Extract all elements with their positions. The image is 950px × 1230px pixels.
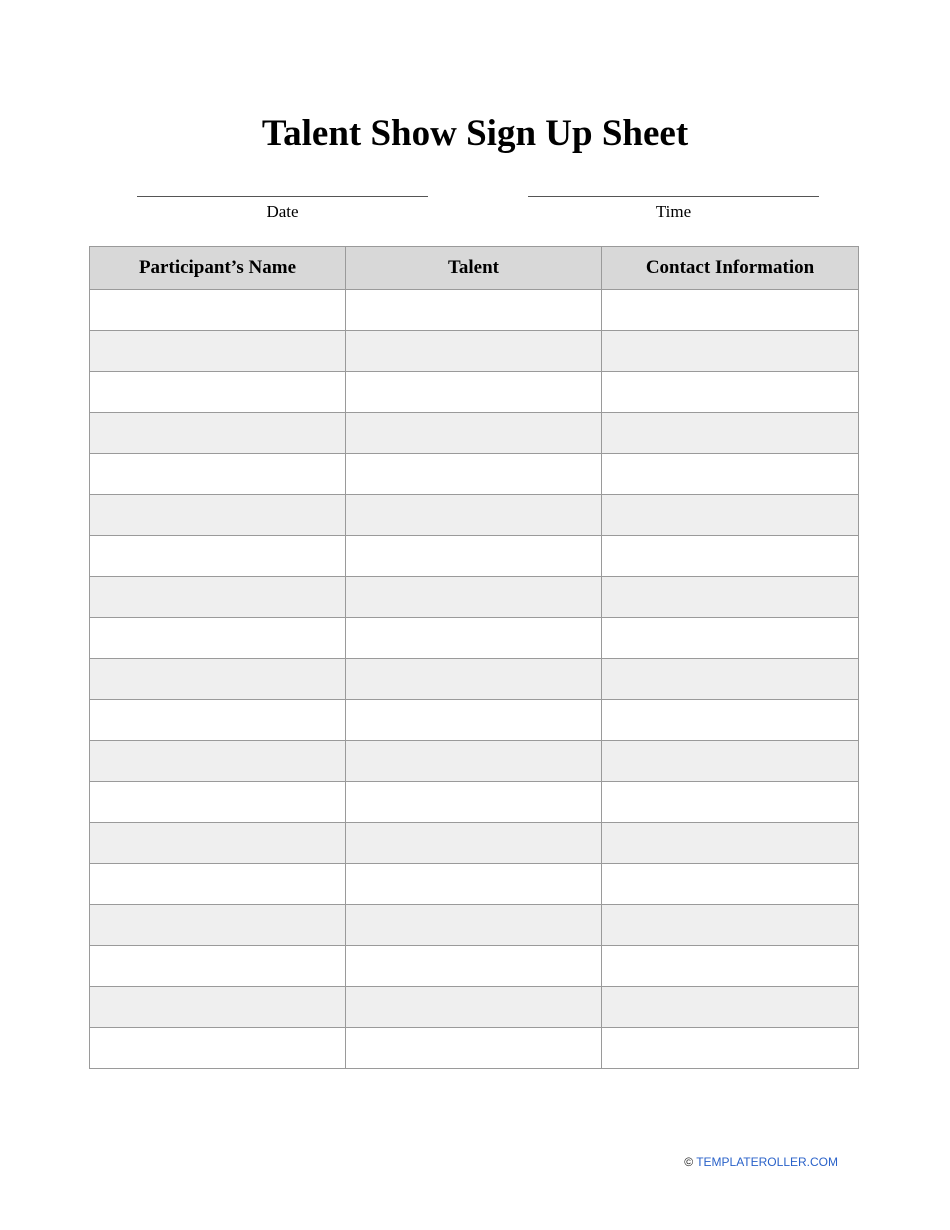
talent-cell[interactable]	[346, 905, 602, 946]
talent-cell[interactable]	[346, 577, 602, 618]
table-row	[90, 331, 859, 372]
table-row	[90, 413, 859, 454]
contact-information-cell[interactable]	[602, 413, 859, 454]
table-body	[90, 290, 859, 1069]
participant-name-cell[interactable]	[90, 905, 346, 946]
header-contact-information: Contact Information	[602, 247, 859, 290]
participant-name-cell[interactable]	[90, 577, 346, 618]
participant-name-cell[interactable]	[90, 372, 346, 413]
table-row	[90, 618, 859, 659]
table-row	[90, 659, 859, 700]
contact-information-cell[interactable]	[602, 782, 859, 823]
table-row	[90, 782, 859, 823]
header-talent: Talent	[346, 247, 602, 290]
table-row	[90, 536, 859, 577]
participant-name-cell[interactable]	[90, 1028, 346, 1069]
participant-name-cell[interactable]	[90, 495, 346, 536]
table-row	[90, 823, 859, 864]
table-row	[90, 577, 859, 618]
signup-table	[89, 246, 859, 1069]
participant-name-cell[interactable]	[90, 782, 346, 823]
time-line	[528, 196, 819, 197]
contact-information-cell[interactable]	[602, 618, 859, 659]
talent-cell[interactable]	[346, 618, 602, 659]
participant-name-cell[interactable]	[90, 413, 346, 454]
time-field[interactable]	[528, 196, 819, 223]
talent-cell[interactable]	[346, 290, 602, 331]
talent-cell[interactable]	[346, 946, 602, 987]
talent-cell[interactable]	[346, 823, 602, 864]
talent-cell[interactable]	[346, 782, 602, 823]
contact-information-cell[interactable]	[602, 864, 859, 905]
talent-cell[interactable]	[346, 413, 602, 454]
copyright-symbol: ©	[684, 1155, 694, 1169]
participant-name-cell[interactable]	[90, 700, 346, 741]
page-title: Talent Show Sign Up Sheet	[261, 113, 689, 154]
table-row	[90, 864, 859, 905]
participant-name-cell[interactable]	[90, 454, 346, 495]
date-label: Date	[266, 202, 299, 221]
participant-name-cell[interactable]	[90, 987, 346, 1028]
table-row	[90, 741, 859, 782]
contact-information-cell[interactable]	[602, 987, 859, 1028]
talent-cell[interactable]	[346, 372, 602, 413]
table-row	[90, 987, 859, 1028]
contact-information-cell[interactable]	[602, 741, 859, 782]
table-row	[90, 700, 859, 741]
talent-cell[interactable]	[346, 495, 602, 536]
contact-information-cell[interactable]	[602, 331, 859, 372]
table-row	[90, 946, 859, 987]
contact-information-cell[interactable]	[602, 290, 859, 331]
header-participant-name: Participant’s Name	[90, 247, 346, 290]
talent-cell[interactable]	[346, 700, 602, 741]
contact-information-cell[interactable]	[602, 495, 859, 536]
talent-cell[interactable]	[346, 864, 602, 905]
participant-name-cell[interactable]	[90, 536, 346, 577]
participant-name-cell[interactable]	[90, 290, 346, 331]
participant-name-cell[interactable]	[90, 823, 346, 864]
contact-information-cell[interactable]	[602, 536, 859, 577]
participant-name-cell[interactable]	[90, 946, 346, 987]
date-line	[137, 196, 428, 197]
contact-information-cell[interactable]	[602, 372, 859, 413]
participant-name-cell[interactable]	[90, 864, 346, 905]
contact-information-cell[interactable]	[602, 946, 859, 987]
templateroller-link[interactable]: TEMPLATEROLLER.COM	[696, 1155, 838, 1169]
participant-name-cell[interactable]	[90, 741, 346, 782]
table-header-row	[90, 247, 859, 290]
contact-information-cell[interactable]	[602, 700, 859, 741]
contact-information-cell[interactable]	[602, 659, 859, 700]
footer-credit	[684, 1154, 838, 1170]
participant-name-cell[interactable]	[90, 618, 346, 659]
time-label: Time	[655, 202, 692, 221]
table-row	[90, 905, 859, 946]
date-field[interactable]	[137, 196, 428, 223]
contact-information-cell[interactable]	[602, 905, 859, 946]
table-row	[90, 454, 859, 495]
participant-name-cell[interactable]	[90, 331, 346, 372]
talent-cell[interactable]	[346, 536, 602, 577]
table-row	[90, 1028, 859, 1069]
talent-cell[interactable]	[346, 659, 602, 700]
talent-cell[interactable]	[346, 1028, 602, 1069]
talent-cell[interactable]	[346, 987, 602, 1028]
contact-information-cell[interactable]	[602, 454, 859, 495]
contact-information-cell[interactable]	[602, 1028, 859, 1069]
table-row	[90, 495, 859, 536]
table-row	[90, 372, 859, 413]
talent-cell[interactable]	[346, 454, 602, 495]
contact-information-cell[interactable]	[602, 823, 859, 864]
participant-name-cell[interactable]	[90, 659, 346, 700]
talent-cell[interactable]	[346, 331, 602, 372]
table-row	[90, 290, 859, 331]
talent-cell[interactable]	[346, 741, 602, 782]
contact-information-cell[interactable]	[602, 577, 859, 618]
